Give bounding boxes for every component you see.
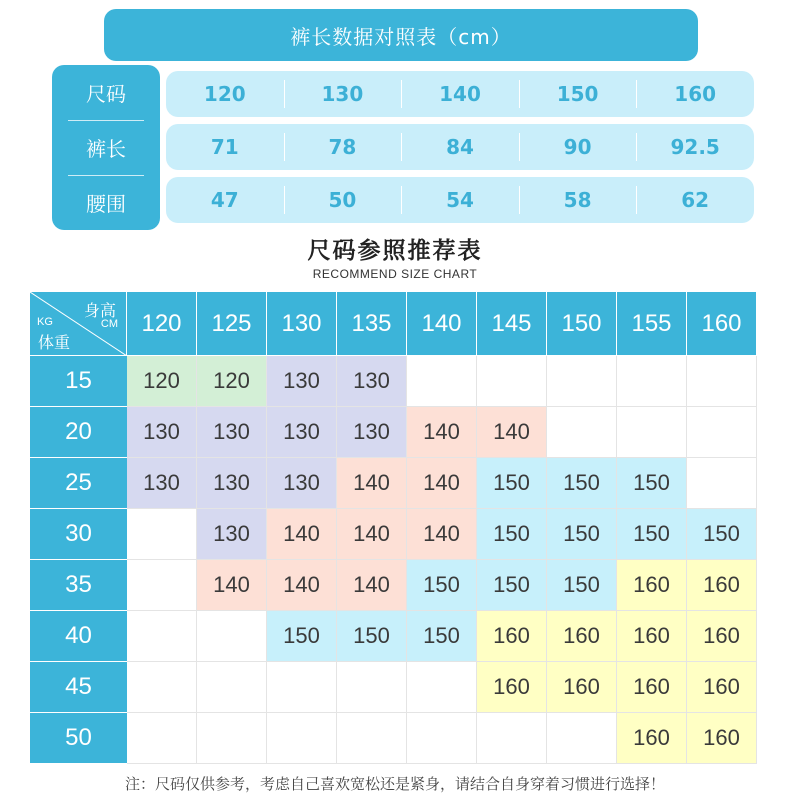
size-chart-cell: 140 [267, 560, 337, 611]
size-chart-grid [30, 292, 757, 764]
size-chart-cell: 140 [407, 458, 477, 509]
size-chart-cell: 120 [127, 356, 197, 407]
waist-value: 47 [210, 188, 239, 212]
size-value: 140 [401, 71, 519, 117]
size-chart-cell [687, 356, 757, 407]
size-chart-cell: 160 [617, 611, 687, 662]
size-chart-cell [267, 713, 337, 764]
size-chart-cell [127, 509, 197, 560]
size-chart-cell: 160 [687, 713, 757, 764]
size-chart-cell: 150 [617, 509, 687, 560]
size-chart-cell [197, 662, 267, 713]
length-table-row-labels [52, 65, 160, 230]
pants-length-value: 71 [210, 135, 239, 159]
row-label-waist: 腰围 [52, 175, 160, 230]
size-chart-cell: 160 [617, 713, 687, 764]
size-value: 130 [284, 71, 402, 117]
length-table-title: 裤长数据对照表（cm） [104, 9, 698, 61]
weight-header-cell: 25 [30, 458, 127, 509]
height-header-cell: 150 [547, 292, 617, 356]
size-chart-cell: 150 [547, 560, 617, 611]
height-axis-label: 身高 [83, 301, 116, 320]
size-chart-cell [617, 407, 687, 458]
pants-length-value: 78 [284, 124, 402, 170]
weight-unit-label: KG [37, 316, 53, 328]
waist-value: 54 [401, 177, 519, 223]
size-chart-cell: 160 [617, 560, 687, 611]
size-chart-cell [127, 560, 197, 611]
size-chart-cell: 130 [267, 407, 337, 458]
weight-header-cell: 30 [30, 509, 127, 560]
size-chart-cell [127, 713, 197, 764]
size-chart-cell [477, 713, 547, 764]
size-chart-cell: 150 [477, 560, 547, 611]
weight-header-cell: 35 [30, 560, 127, 611]
size-chart-cell [267, 662, 337, 713]
size-chart-cell [407, 356, 477, 407]
size-chart-cell: 150 [407, 560, 477, 611]
height-header-cell: 140 [407, 292, 477, 356]
size-chart-cell [197, 611, 267, 662]
size-chart-cell [687, 407, 757, 458]
height-unit-label: CM [100, 318, 118, 330]
height-header-cell: 160 [687, 292, 757, 356]
size-chart-cell: 150 [687, 509, 757, 560]
size-chart-cell: 140 [407, 407, 477, 458]
size-chart-cell: 150 [547, 509, 617, 560]
length-row-waist [166, 177, 754, 223]
size-chart-cell: 140 [407, 509, 477, 560]
size-chart-cell [477, 356, 547, 407]
size-chart-cell: 150 [477, 458, 547, 509]
weight-header-cell: 20 [30, 407, 127, 458]
size-chart-subtitle: RECOMMEND SIZE CHART [312, 267, 478, 281]
size-chart-cell: 120 [197, 356, 267, 407]
row-label-size: 尺码 [86, 82, 126, 106]
size-chart-cell: 150 [337, 611, 407, 662]
size-chart-cell [547, 407, 617, 458]
length-row-pants-length [166, 124, 754, 170]
size-chart-cell [337, 713, 407, 764]
size-chart-cell: 140 [337, 458, 407, 509]
size-chart-cell: 150 [267, 611, 337, 662]
size-chart-title: 尺码参照推荐表 [307, 238, 483, 264]
size-chart-cell: 140 [197, 560, 267, 611]
waist-value: 62 [636, 177, 754, 223]
size-chart-cell: 160 [477, 662, 547, 713]
size-chart-cell: 150 [407, 611, 477, 662]
weight-axis-label: 体重 [38, 333, 71, 352]
size-chart-cell: 130 [127, 458, 197, 509]
size-chart-cell: 130 [197, 509, 267, 560]
size-chart-cell [407, 713, 477, 764]
height-header-cell: 155 [617, 292, 687, 356]
size-value: 150 [519, 71, 637, 117]
size-chart-cell: 130 [197, 458, 267, 509]
waist-value: 50 [284, 177, 402, 223]
size-chart-cell [547, 713, 617, 764]
pants-length-value: 84 [401, 124, 519, 170]
grid-corner-header [30, 292, 127, 356]
weight-header-cell: 45 [30, 662, 127, 713]
size-chart-cell: 130 [197, 407, 267, 458]
height-header-cell: 130 [267, 292, 337, 356]
length-row-size [166, 71, 754, 117]
row-label-pants-length: 裤长 [52, 120, 160, 175]
size-chart-cell [547, 356, 617, 407]
size-chart-cell: 130 [267, 356, 337, 407]
size-chart-cell: 140 [337, 509, 407, 560]
size-chart-cell [197, 713, 267, 764]
height-header-cell: 125 [197, 292, 267, 356]
size-chart-cell: 140 [337, 560, 407, 611]
size-chart-cell [617, 356, 687, 407]
size-chart-cell: 160 [477, 611, 547, 662]
pants-length-value: 92.5 [636, 124, 754, 170]
size-chart-cell [687, 458, 757, 509]
size-chart-cell: 130 [127, 407, 197, 458]
size-chart-cell: 150 [477, 509, 547, 560]
size-chart-cell: 130 [337, 356, 407, 407]
size-chart-cell: 160 [547, 662, 617, 713]
size-chart-cell: 160 [687, 560, 757, 611]
weight-header-cell: 50 [30, 713, 127, 764]
footer-note: 注：尺码仅供参考，考虑自己喜欢宽松还是紧身，请结合自身穿着习惯进行选择！ [124, 775, 665, 793]
size-chart-cell [127, 611, 197, 662]
size-chart-cell: 130 [267, 458, 337, 509]
size-chart-cell [337, 662, 407, 713]
height-header-cell: 135 [337, 292, 407, 356]
size-chart-cell: 150 [617, 458, 687, 509]
size-chart-cell [127, 662, 197, 713]
size-chart-cell: 140 [477, 407, 547, 458]
weight-header-cell: 15 [30, 356, 127, 407]
weight-header-cell: 40 [30, 611, 127, 662]
size-chart-cell [407, 662, 477, 713]
waist-value: 58 [519, 177, 637, 223]
size-value: 160 [636, 71, 754, 117]
size-chart-cell: 160 [617, 662, 687, 713]
pants-length-value: 90 [519, 124, 637, 170]
height-header-cell: 145 [477, 292, 547, 356]
size-chart-cell: 140 [267, 509, 337, 560]
size-chart-cell: 160 [547, 611, 617, 662]
size-value: 120 [203, 82, 246, 106]
height-header-cell: 120 [127, 292, 197, 356]
size-chart-cell: 160 [687, 662, 757, 713]
size-chart-cell: 160 [687, 611, 757, 662]
size-chart-cell: 150 [547, 458, 617, 509]
size-chart-cell: 130 [337, 407, 407, 458]
